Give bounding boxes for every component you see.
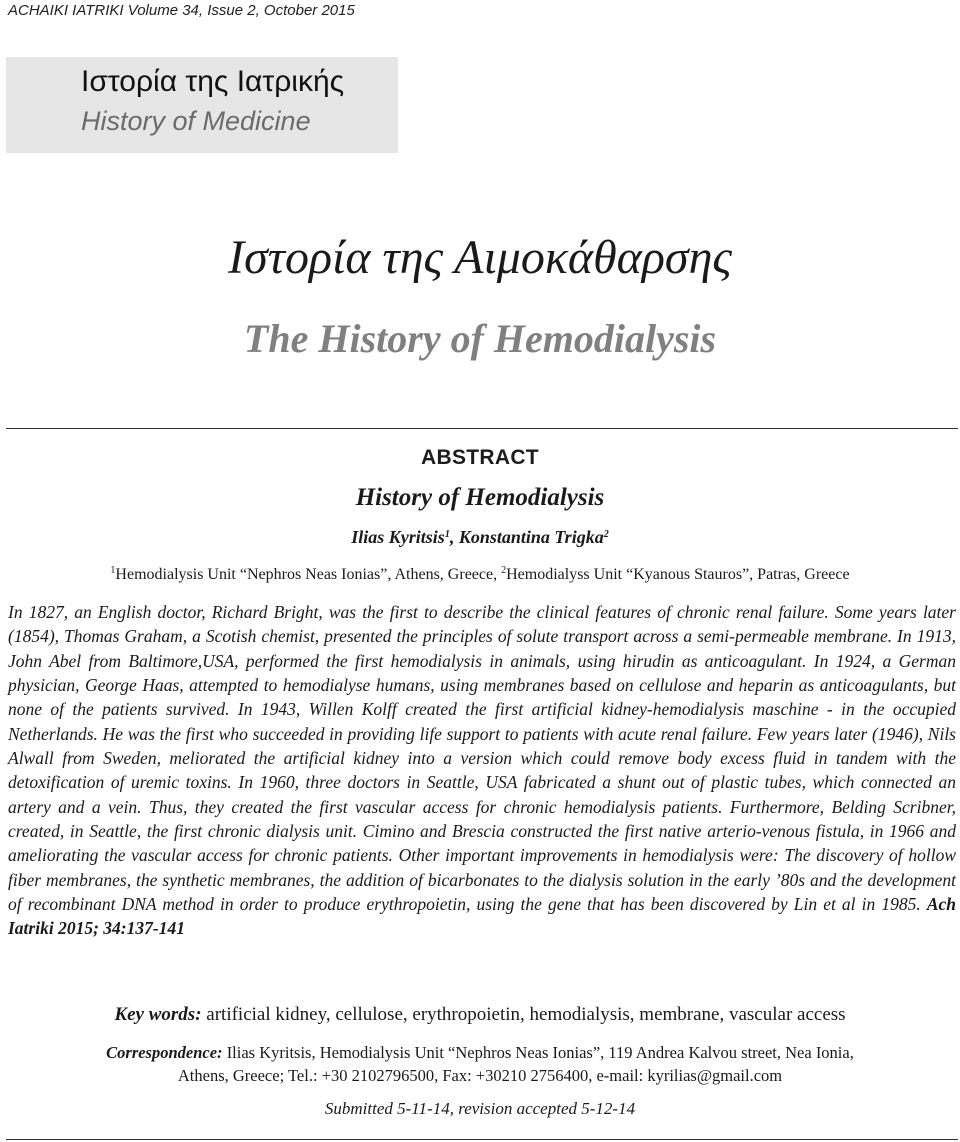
- section-title-english: History of Medicine: [81, 106, 311, 136]
- correspondence-label: Correspondence:: [106, 1043, 223, 1062]
- author-list: [0, 527, 960, 548]
- submission-dates: Submitted 5-11-14, revision accepted 5-12-14: [324, 1099, 636, 1118]
- abstract-title: History of Hemodialysis: [355, 484, 605, 511]
- top-divider: [6, 428, 958, 429]
- keywords-label: Key words:: [114, 1004, 202, 1025]
- journal-header: ACHAIKI IATRIKI Volume 34, Issue 2, October 2015: [8, 2, 355, 19]
- affiliation-marker: 2: [501, 565, 507, 576]
- author-affiliation-marker: 2: [603, 529, 609, 540]
- author-affiliation-marker: 1: [444, 529, 450, 540]
- author-separator: ,: [449, 527, 459, 547]
- keywords-text: artificial kidney, cellulose, erythropoietin, hemodialysis, membrane, vascular access: [206, 1004, 846, 1025]
- affiliations: [0, 566, 960, 584]
- journal-citation: Ach Iatriki 2015; 34:137-141: [8, 894, 956, 939]
- section-banner: [6, 57, 398, 153]
- affiliation-marker: 1: [110, 565, 116, 576]
- article-title-greek: Ιστορία της Αιμοκάθαρσης: [228, 231, 732, 284]
- article-title-english: The History of Hemodialysis: [243, 316, 717, 361]
- abstract-heading: ABSTRACT: [421, 446, 539, 469]
- correspondence-line-2: Athens, Greece; Tel.: +30 2102796500, Fax: +30210 2756400, e-mail: kyrilias@gmail.com: [177, 1066, 783, 1085]
- bottom-divider: [6, 1139, 958, 1140]
- correspondence-line-1: Ilias Kyritsis, Hemodialysis Unit “Nephros Neas Ionias”, 119 Andrea Kalvou street, Nea Ionia,: [226, 1043, 854, 1062]
- correspondence: [0, 1041, 960, 1087]
- affiliation-text: Hemodialyss Unit “Kyanous Stauros”, Patras, Greece: [506, 566, 850, 583]
- affiliation-text: Hemodialysis Unit “Nephros Neas Ionias”, Athens, Greece,: [115, 566, 502, 583]
- author-name: Ilias Kyritsis: [351, 527, 445, 547]
- abstract-body: [8, 600, 956, 941]
- section-title-greek: Ιστορία της Ιατρικής: [81, 65, 345, 98]
- keywords: [0, 1004, 960, 1026]
- author-name: Konstantina Trigka: [458, 527, 604, 547]
- abstract-text: In 1827, an English doctor, Richard Bright, was the first to describe the clinical features of chronic renal failure. Some years later (1854), Thomas Graham, a Scotish chemist, presented the principles of solute transport across a semi-permeable membrane. In 1913, John Abel from Baltimore,USA, performed the first hemodialysis in animals, using hirudin as anticoagulant. In 1924, a German physician, George Haas, attempted to hemodialyse humans, using membranes based on cellulose and heparin as anticoagulants, but none of the patients survived. In 1943, Willen Kolff created the first artificial kidney-hemodialysis maschine - in the occupied Netherlands. He was the first who succeeded in providing life support to patients with acute renal failure. Few years later (1946), Nils Alwall from Sweden, meliorated the artificial kidney into a version which could remove body excess fluid in tandem with the detoxification of uremic toxins. In 1960, three doctors in Seattle, USA fabricated a shunt out of plastic tubes, which connected an artery and a vein. Thus, they created the first vascular access for chronic hemodialysis patients. Furthermore, Belding Scribner, created, in Seattle, the first chronic dialysis unit. Cimino and Brescia constructed the first native arterio-venous fistula, in 1966 and ameliorating the vascular access for chronic patients. Other important improvements in hemodialysis were: The discovery of hollow fiber membranes, the synthetic membranes, the addition of bicarbonates to the dialysis solution in the early ’80s and the development of recombinant DNA method in order to produce erythropoietin, using the gene that has been discovered by Lin et al in 1985.: [8, 602, 956, 915]
